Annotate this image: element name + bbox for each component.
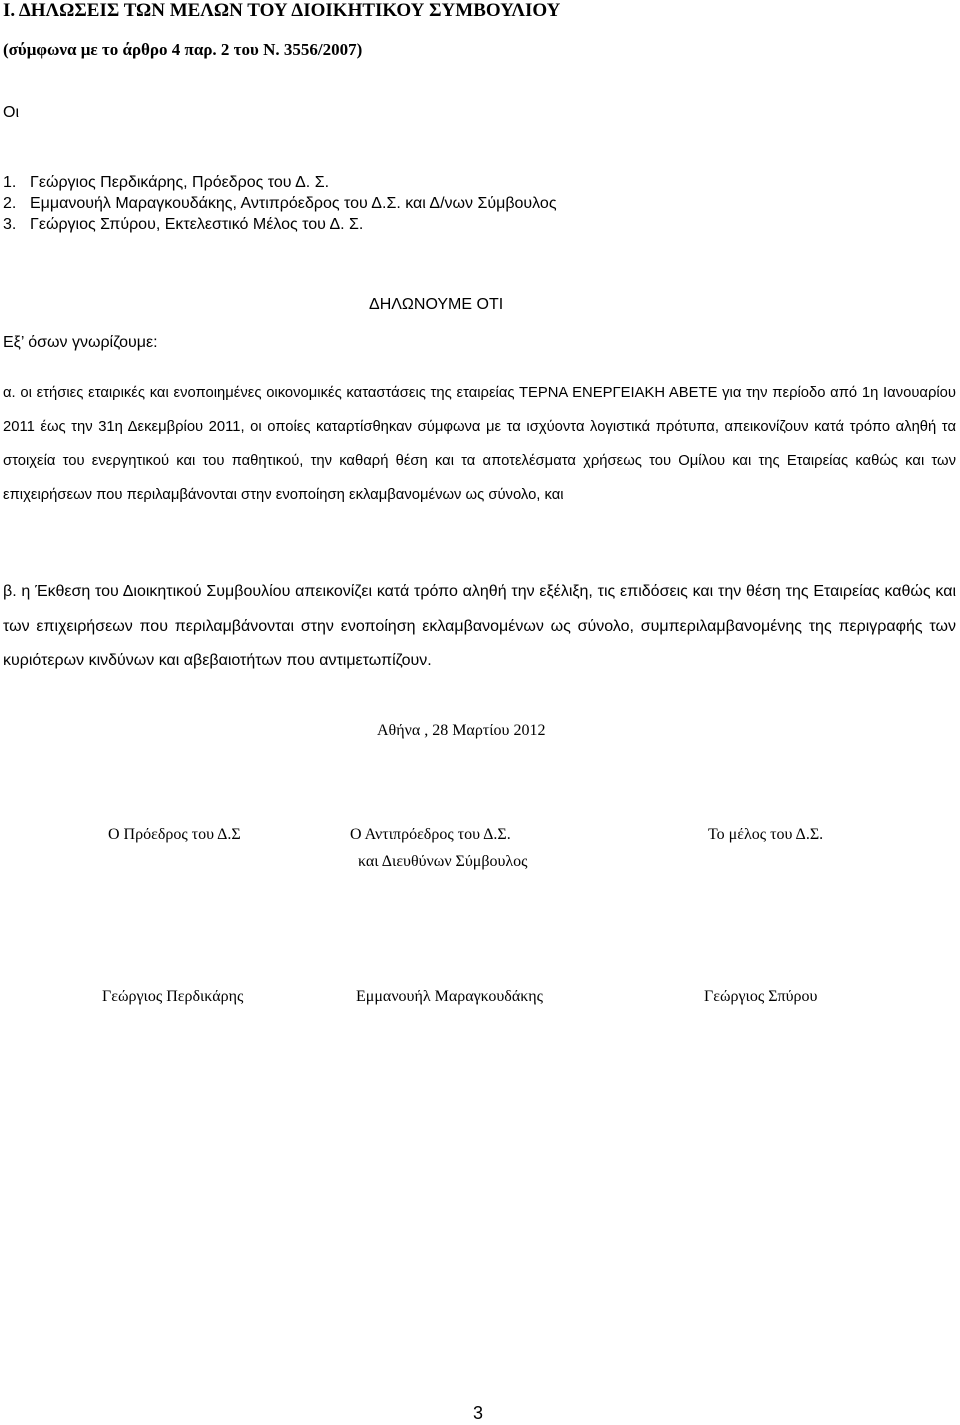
declare-heading: ΔΗΛΩΝΟΥΜΕ ΟΤΙ xyxy=(369,296,504,313)
signatory-role-vice-chairman: Ο Αντιπρόεδρος του Δ.Σ. xyxy=(350,826,511,843)
list-item-number: 1. xyxy=(3,174,17,191)
list-item-text: Γεώργιος Περδικάρης, Πρόεδρος του Δ. Σ. xyxy=(30,174,330,191)
place-date: Αθήνα , 28 Μαρτίου 2012 xyxy=(377,722,546,739)
document-title: Ι. ΔΗΛΩΣΕΙΣ ΤΩΝ ΜΕΛΩΝ ΤΟΥ ΔΙΟΙΚΗΤΙΚΟΥ ΣΥΜΒΟΥΛΙΟΥ xyxy=(3,0,561,21)
signatory-role-vice-chairman-line2: και Διευθύνων Σύμβουλος xyxy=(358,853,528,870)
signatory-role-chairman: Ο Πρόεδρος του Δ.Σ xyxy=(108,826,241,843)
document-subtitle: (σύμφωνα με το άρθρο 4 παρ. 2 του Ν. 3556/2007) xyxy=(3,40,363,59)
paragraph-b: β. η Έκθεση του Διοικητικού Συμβουλίου απεικονίζει κατά τρόπο αληθή την εξέλιξη, τις επιδόσεις και την θέση της Εταιρείας καθώς και των επιχειρήσεων που περιλαμβάνονται στην ενοποίηση εκλαμβανομένων ως σύνολο, συμπεριλαμβανομένης της περιγραφής των κυριότερων κινδύνων και αβεβαιοτήτων που αντιμετωπίζουν. xyxy=(3,583,956,669)
list-item-number: 2. xyxy=(3,195,17,212)
signatory-name-chairman: Γεώργιος Περδικάρης xyxy=(102,988,244,1005)
list-item-text: Γεώργιος Σπύρου, Εκτελεστικό Μέλος του Δ. Σ. xyxy=(30,216,364,233)
page-number: 3 xyxy=(473,1403,484,1423)
signatory-name-vice-chairman: Εμμανουήλ Μαραγκουδάκης xyxy=(356,988,543,1005)
list-item-text: Εμμανουήλ Μαραγκουδάκης, Αντιπρόεδρος του Δ.Σ. και Δ/νων Σύμβουλος xyxy=(30,195,557,212)
list-item xyxy=(3,193,557,214)
list-item xyxy=(3,172,557,193)
signatory-role-member: Το μέλος του Δ.Σ. xyxy=(708,826,824,843)
intro-text: Οι xyxy=(3,104,19,121)
paragraph-a: α. οι ετήσιες εταιρικές και ενοποιημένες οικονομικές καταστάσεις της εταιρείας ΤΕΡΝΑ ΕΝΕΡΓΕΙΑΚΗ ΑΒΕΤΕ για την περίοδο από 1η Ιανουαρίου 2011 έως την 31η Δεκεμβρίου 2011, οι οποίες καταρτίσθηκαν σύμφωνα με τα ισχύοντα λογιστικά πρότυπα, απεικονίζουν κατά τρόπο αληθή τα στοιχεία του ενεργητικού και του παθητικού, την καθαρή θέση και τα αποτελέσματα χρήσεως του Ομίλου και της Εταιρείας καθώς και των επιχειρήσεων που περιλαμβάνονται στην ενοποίηση εκλαμβανομένων ως σύνολο, και xyxy=(3,385,956,503)
signatory-name-member: Γεώργιος Σπύρου xyxy=(704,988,818,1005)
members-list xyxy=(3,172,557,235)
known-label: Εξ’ όσων γνωρίζουμε: xyxy=(3,334,158,351)
list-item-number: 3. xyxy=(3,216,17,233)
list-item xyxy=(3,214,557,235)
